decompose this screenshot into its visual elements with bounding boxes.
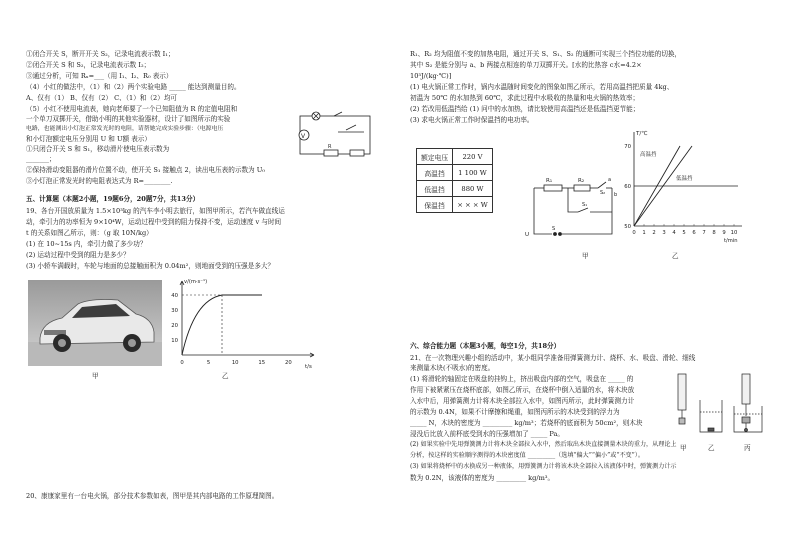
contact-a-label: a <box>608 177 612 183</box>
vt-caption: 乙 <box>222 372 229 380</box>
spring-scale-icon <box>678 374 686 410</box>
vt-ylabel: v/(m·s⁻¹) <box>184 279 208 285</box>
text-line: ③小灯泡正常发光时的电阻表达式为 R=________. <box>26 177 173 185</box>
q19-line: t 的关系如图乙所示，则：（g 取 10N/kg） <box>26 229 153 237</box>
tt-ytick-label: 70 <box>624 144 631 150</box>
voltmeter-icon: V <box>301 133 306 140</box>
vt-xtick-label: 10 <box>231 360 239 366</box>
q21-line: 的示数为 0.4N，如果不计摩擦和绳重，如图丙所示的木块受到的浮力为 <box>410 408 620 416</box>
vt-xtick-label: 15 <box>258 360 266 366</box>
table-row <box>417 149 493 165</box>
table-row <box>417 197 493 213</box>
spec-table <box>416 148 493 213</box>
tt-xtick-label: 9 <box>722 230 726 236</box>
tt-ytick-label: 60 <box>624 184 631 190</box>
q21-line: _____ N，木块的密度为 _________ kg/m³；若烧杯的底面积为 50cm²，则木块 <box>410 419 643 427</box>
tt-caption: 乙 <box>672 252 679 260</box>
text-line: ①只闭合开关 S 和 S₁，移动滑片使电压表示数为 <box>26 145 170 153</box>
section6-title: 六、综合能力题（本题3小题，每空1分，共18分） <box>410 342 561 350</box>
tt-xtick-label: 10 <box>730 230 738 236</box>
q20-text: 20、康康家里有一台电火锅，部分技术参数如表，图甲是其内部电路的工作原理简图。 <box>26 492 279 500</box>
heater-circuit-diagram <box>522 168 624 246</box>
text-line: ③通过分析，可知 Rₓ=___（用 I₁、I₂、R₀ 表示） <box>26 72 173 80</box>
q21-line: (1) 将滑轮的轴固定在吸盘的挂钩上，挤出吸盘内部的空气，吸盘在 _____ 的 <box>410 375 634 383</box>
q21-line: 作用下被紧紧压在烧杯底部，如图乙所示，在烧杯中倒入适量的水，将木块放 <box>410 386 635 394</box>
q21-caption: 甲 <box>680 444 687 452</box>
table-row <box>417 165 493 181</box>
velocity-time-graph <box>164 275 324 380</box>
q21-line: 21、在一次物理兴趣小组的活动中，某小组同学准备用弹簧测力计、烧杯、水、吸盘、滑轮、细线 <box>410 354 696 362</box>
vt-ytick-label: 10 <box>171 338 178 344</box>
q21-line: 入水中后，用弹簧测力计将木块全部拉入水中，如图丙所示，此时弹簧测力计 <box>410 397 635 405</box>
intro-line: 初温为 50℃ 的水加热到 60℃，求此过程中水吸收的热量和电火锅的热效率； <box>410 94 640 102</box>
text-line: 电路，也能测出小灯泡正常发光时的电阻，请帮她完成实验步骤：（电源电压 <box>26 126 224 132</box>
text-line: _______； <box>26 155 56 163</box>
q21-line: 分析，按这样的实验顺序测得的木块密度值 _________（选填“偏大”“偏小”或“不变”）。 <box>410 452 644 459</box>
text-line: （4）小红的做法中，（1）和（2）两个实验电路 _____ 能达到测量目的。 <box>26 83 241 91</box>
vt-ytick-label: 40 <box>171 293 178 299</box>
q19-line: (3) 小轿车满载时，车轮与地面的总接触面积为 0.04m²，则地面受到的压强是多大？ <box>26 262 275 270</box>
high-label: 高温挡 <box>640 152 657 158</box>
vt-xtick-label: 20 <box>285 360 292 366</box>
intro-line: (2) 若改用低温挡给 (1) 问中的水加热，请比较使用高温挡还是低温挡更节能； <box>410 105 640 113</box>
intro-line: (1) 电火锅正常工作时，锅内水温随时间变化的图象如图乙所示，若用高温挡把质量 4kg、 <box>410 83 674 91</box>
tt-xtick-label: 0 <box>632 230 636 236</box>
tt-xtick-label: 2 <box>652 230 656 236</box>
tt-xtick-label: 5 <box>682 230 686 236</box>
q21-line: 来测量木块(不吸水)的密度。 <box>410 364 495 372</box>
spec-label: 保温挡 <box>417 197 453 213</box>
q19-line: 19、各台开国放质量为 1.5×10³kg 的汽车李小明去旅行，如图甲所示，若汽车做直线运 <box>26 207 285 215</box>
vt-xlabel: t/s <box>305 364 312 370</box>
s1-label: S₁ <box>582 202 588 208</box>
text-line: 和小灯泡额定电压分别用 U 和 U额 表示） <box>26 135 151 143</box>
intro-line: (3) 求电火锅正常工作时保温挡的电功率。 <box>410 116 534 124</box>
spec-label: 低温挡 <box>417 181 453 197</box>
spec-value: × × × W <box>453 197 493 213</box>
r2-resistor <box>574 185 590 191</box>
resistor-r-label: R <box>328 144 332 150</box>
circuit-caption: 甲 <box>582 252 589 260</box>
text-line: 一个单刀双掷开关，借助小明的其他实验器材，设计了如图所示的实验 <box>26 115 231 123</box>
q21-caption: 乙 <box>708 444 715 452</box>
intro-line: R₁、R₂ 均为阻值不变的加热电阻，通过开关 S、S₁、S₂ 的通断可实现三个挡位功能的切换， <box>410 50 682 58</box>
tt-ylabel: T/℃ <box>636 131 648 137</box>
tt-xtick-label: 7 <box>702 230 706 236</box>
left-column <box>26 0 396 550</box>
wood-block-icon <box>742 417 750 423</box>
r1-resistor <box>544 185 562 191</box>
tt-xtick-label: 8 <box>712 230 716 236</box>
r2-label: R₂ <box>578 178 585 184</box>
spec-label: 高温挡 <box>417 165 453 181</box>
s2-label: S₂ <box>600 190 606 196</box>
right-column <box>410 0 780 550</box>
contact-b-label: b <box>614 192 618 198</box>
vt-xtick-label: 0 <box>180 360 184 366</box>
low-label: 低温挡 <box>676 176 693 182</box>
spec-value: 220 V <box>453 149 493 165</box>
r1-label: R₁ <box>546 178 553 184</box>
q21-line: (2) 如果实验中先用弹簧测力计将木块全部拉入水中，然后取出木块直接测量木块的重力，从理论上 <box>410 441 677 448</box>
tt-ytick-label: 50 <box>624 224 631 230</box>
spec-label: 额定电压 <box>417 149 453 165</box>
temperature-time-graph <box>618 128 750 246</box>
switch-s-label: S <box>552 226 556 232</box>
vt-ytick-label: 30 <box>171 308 178 314</box>
suction-cup-icon <box>708 428 714 431</box>
tt-xtick-label: 3 <box>662 230 666 236</box>
text-line: ①闭合开关 S，断开开关 S₂，记录电流表示数 I₁； <box>26 50 175 58</box>
tt-xtick-label: 6 <box>692 230 696 236</box>
buoyancy-apparatus-figure <box>672 370 776 442</box>
vt-ytick-label: 20 <box>171 323 178 329</box>
vt-xtick-label: 5 <box>206 360 211 366</box>
text-line: A、仅有（1） B、仅有（2） C、（1）和（2）均可 <box>26 94 178 102</box>
section5-title: 五、计算题（本题2小题，19题6分，20题7分，共13分） <box>26 195 200 203</box>
q21-line: 浸没后比放入前杯底受到水的压强增加了 _____ Pa。 <box>410 430 565 438</box>
voltage-u-label: U <box>525 232 530 238</box>
q19-line: 动，牵引力的功率恒为 9×10⁴W，运动过程中受到的阻力保持不变，运动速度 v 与时间 <box>26 218 282 226</box>
accelerate-curve <box>182 295 222 355</box>
text-line: ②保持滑动变阻器的滑片位置不动，使开关 S₁ 接触点 2，读出电压表的示数为 U₀ <box>26 166 265 174</box>
q21-line: (3) 如果将烧杯中的水换成另一种液体，用弹簧测力计将该木块全部拉入该液体中时，弹簧测力计示 <box>410 463 677 470</box>
car-caption: 甲 <box>92 372 99 380</box>
q21-line: 数为 0.2N，该液体的密度为 _________ kg/m³。 <box>410 474 555 482</box>
intro-line: 10³J/(kg·℃)] <box>410 72 452 80</box>
spec-value: 1 100 W <box>453 165 493 181</box>
q21-caption: 丙 <box>744 444 751 452</box>
car-photo <box>28 280 162 366</box>
q19-line: (1) 在 10~15s 内，牵引力做了多少功？ <box>26 240 147 248</box>
tt-xtick-label: 4 <box>672 230 676 236</box>
text-line: ②闭合开关 S 和 S₂，记录电流表示数 I₂； <box>26 61 151 69</box>
spec-value: 880 W <box>453 181 493 197</box>
tt-xlabel: t/min <box>724 238 738 244</box>
text-line: （5）小红不使用电流表，她向老师要了一个已知阻值为 R 的定值电阻和 <box>26 105 238 113</box>
lamp-circuit-diagram <box>294 108 376 160</box>
q19-line: (2) 运动过程中受到的阻力是多少？ <box>26 251 130 259</box>
tt-xtick-label: 1 <box>642 230 646 236</box>
intro-line: 其中 S₂ 是能分别与 a、b 两接点相连的单刀双掷开关。[水的比热容 c水=4.2× <box>410 61 642 69</box>
table-row <box>417 181 493 197</box>
